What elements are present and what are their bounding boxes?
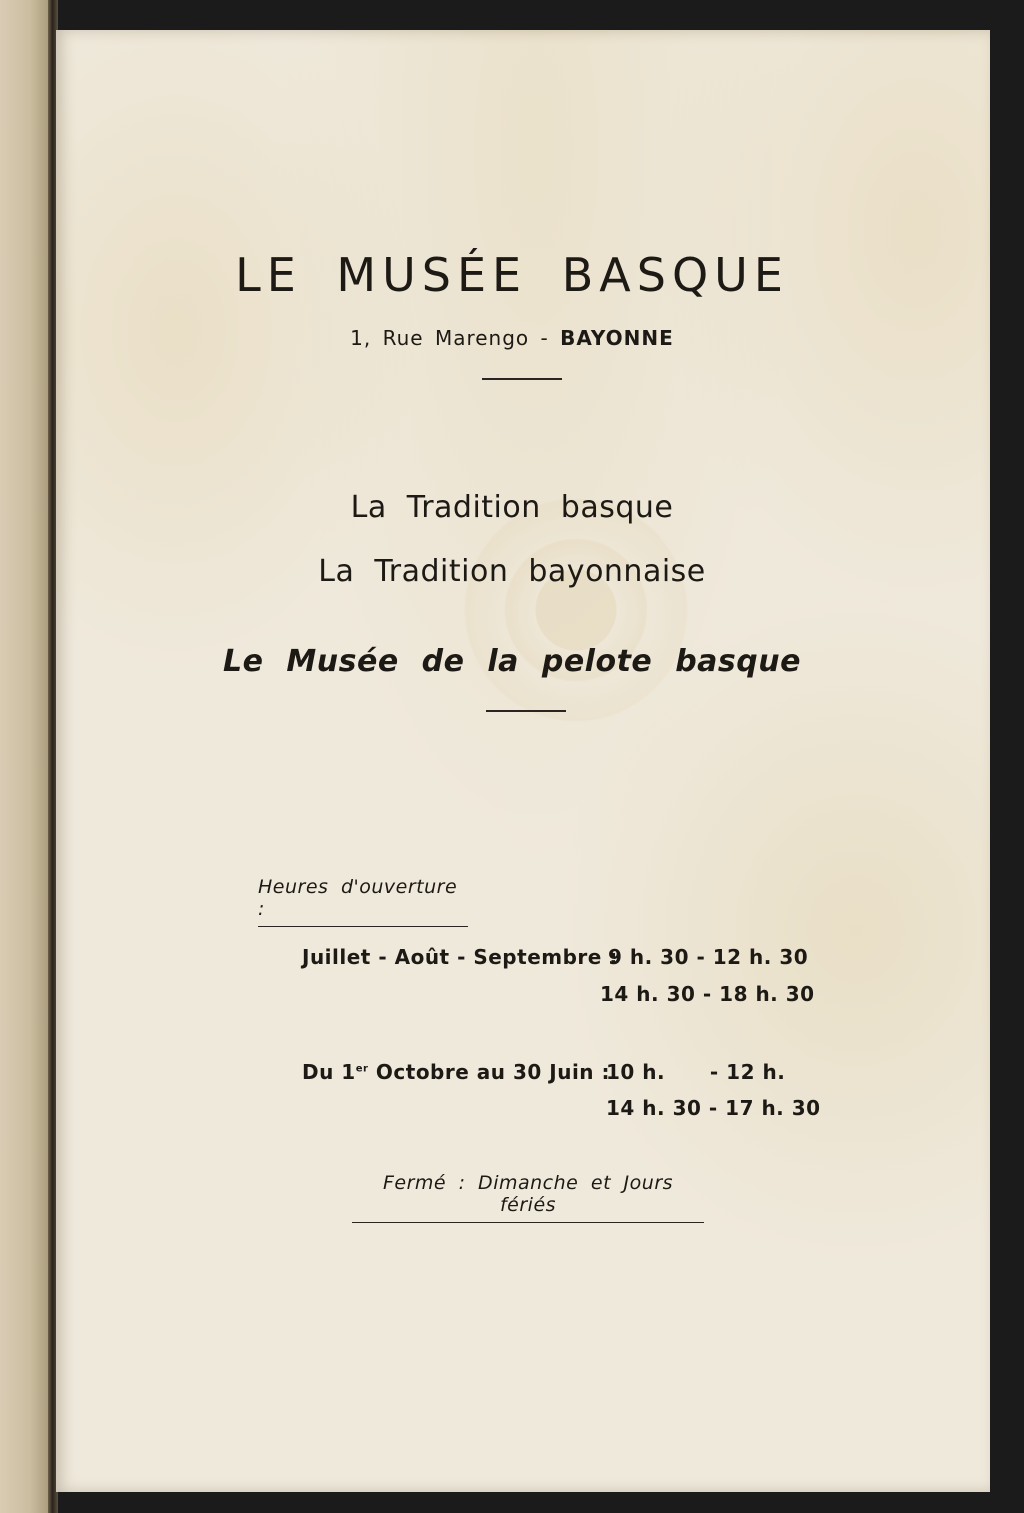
city-name: BAYONNE [560, 326, 674, 350]
section-musee-pelote: Le Musée de la pelote basque [223, 644, 801, 679]
winter-label-prefix: Du 1 [302, 1060, 356, 1084]
winter-label [302, 1060, 610, 1084]
divider-middle [486, 710, 566, 712]
winter-label-sup: er [355, 1063, 369, 1075]
left-page-edge [0, 0, 50, 1513]
section-tradition-basque: La Tradition basque [350, 490, 674, 525]
winter-afternoon-hours: 14 h. 30 - 17 h. 30 [606, 1096, 821, 1120]
winter-morning-hours: 10 h. - 12 h. [606, 1060, 786, 1084]
summer-morning-hours: 9 h. 30 - 12 h. 30 [608, 945, 809, 969]
address-line [0, 326, 1024, 350]
divider-top [482, 378, 562, 380]
winter-label-suffix: Octobre au 30 Juin : [368, 1060, 610, 1084]
section-tradition-bayonnaise: La Tradition bayonnaise [318, 554, 706, 589]
page-title: LE MUSÉE BASQUE [235, 248, 789, 302]
street-address: 1, Rue Marengo - [350, 326, 549, 350]
closed-days: Fermé : Dimanche et Jours fériés [352, 1172, 704, 1223]
summer-afternoon-hours: 14 h. 30 - 18 h. 30 [600, 982, 815, 1006]
hours-heading: Heures d'ouverture : [258, 876, 468, 927]
summer-label: Juillet - Août - Septembre : [302, 945, 618, 969]
